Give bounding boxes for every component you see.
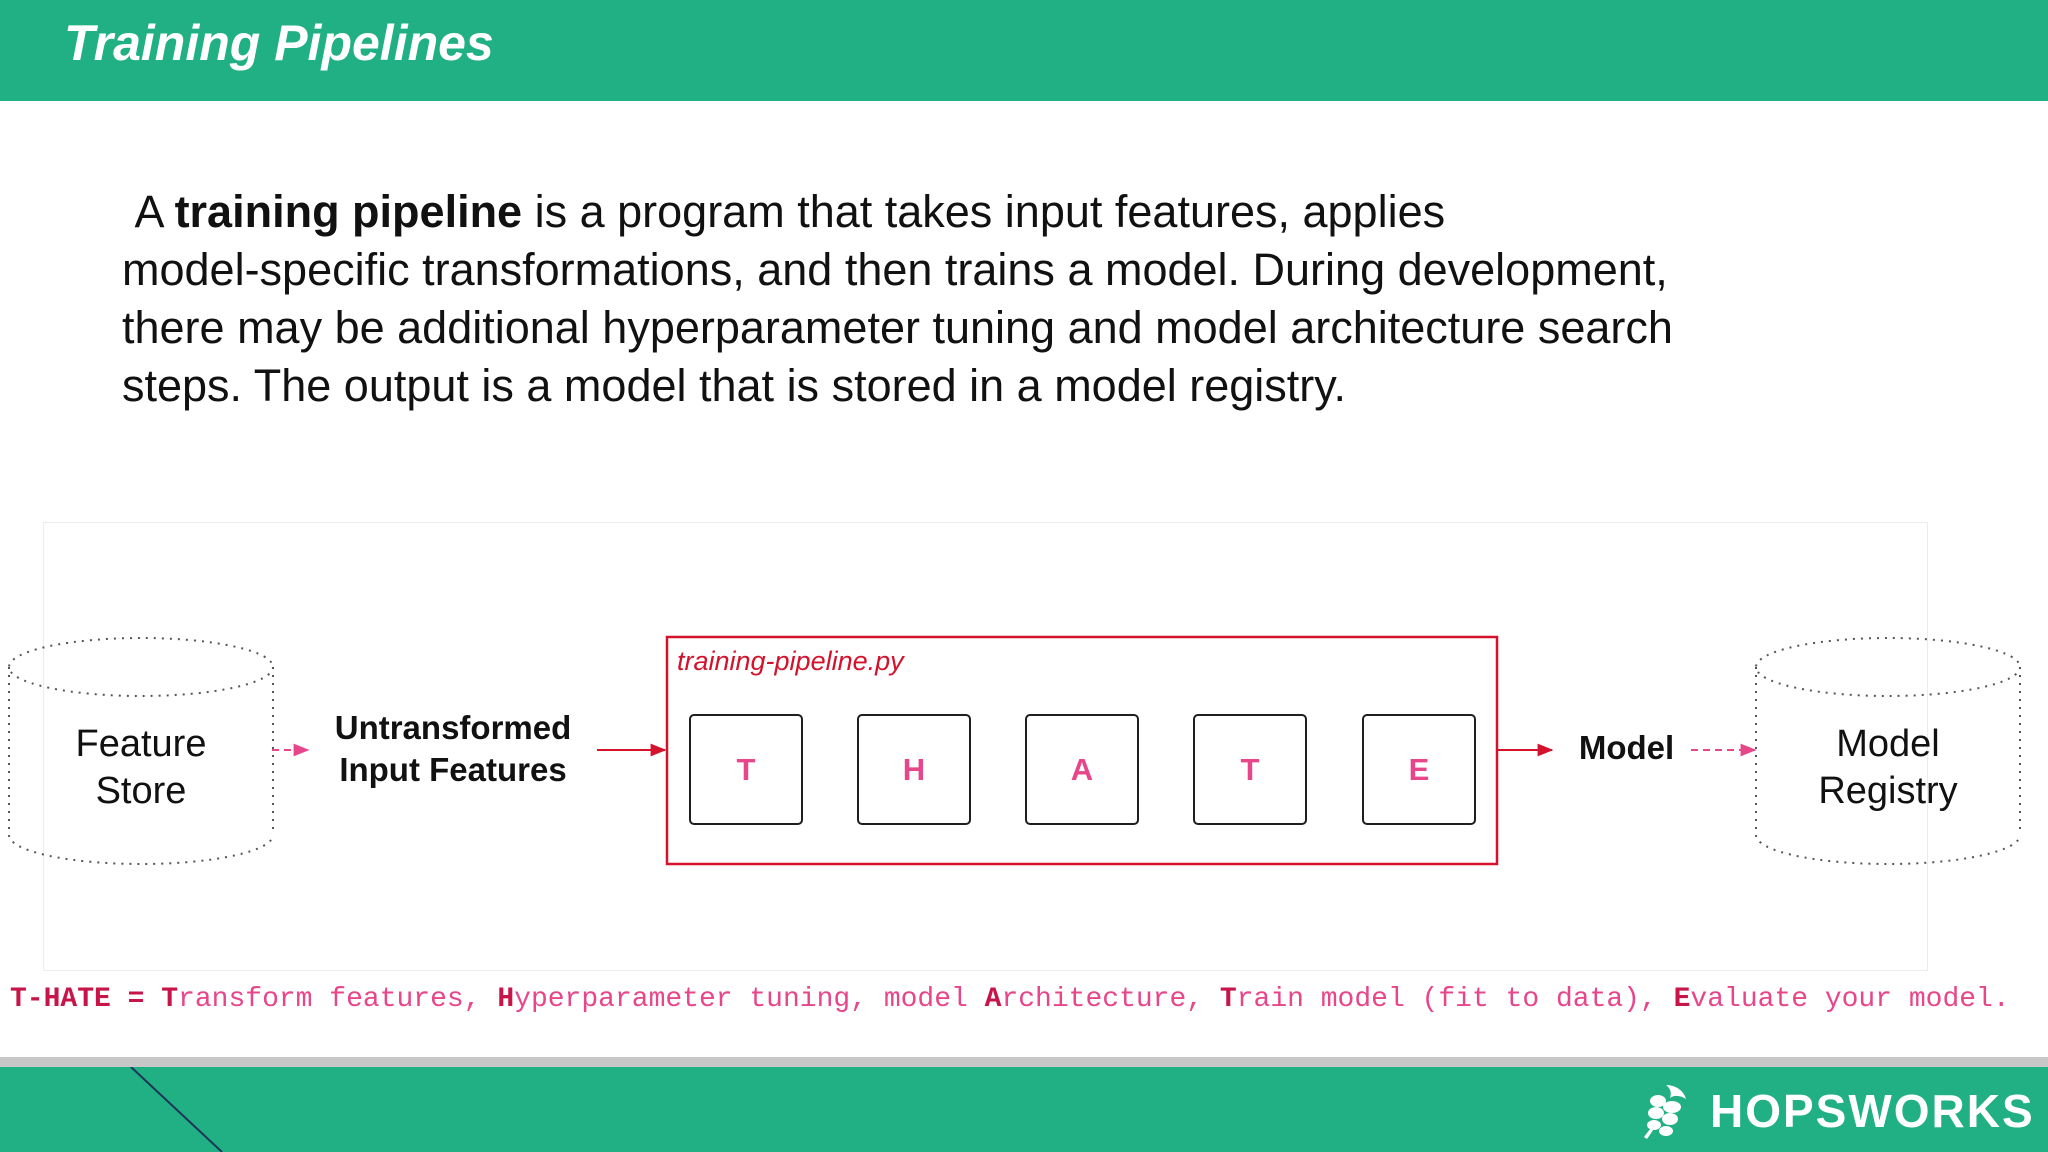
input-features-label-line1: Untransformed: [334, 709, 572, 746]
legend-separator: ,: [850, 984, 884, 1015]
slide-title: Training Pipelines: [64, 15, 494, 71]
step-evaluate-box: E: [1362, 714, 1476, 825]
legend-item-4-initial: T: [1219, 984, 1237, 1015]
feature-store-label: [41, 721, 241, 815]
legend-item-4-rest: rain model (fit to data): [1236, 984, 1640, 1015]
legend-item-3-rest: rchitecture: [1001, 984, 1187, 1015]
step-transform-box: T: [689, 714, 803, 825]
t-hate-legend: [10, 984, 2048, 1015]
legend-equals: =: [110, 984, 162, 1015]
feature-store-label-line2: Store: [95, 770, 187, 812]
model-registry-label-line1: Model: [1836, 723, 1940, 765]
legend-item-3-prefix: model: [883, 984, 985, 1015]
input-features-label: [313, 707, 593, 791]
model-registry-label: [1788, 721, 1988, 815]
input-features-label-line2: Input Features: [339, 751, 567, 788]
footer-divider: [0, 1057, 2048, 1067]
model-registry-label-line2: Registry: [1818, 770, 1958, 812]
legend-item-1-initial: T: [161, 984, 179, 1015]
legend-item-1-rest: ransform features: [178, 984, 464, 1015]
hopsworks-wordmark: HOPSWORKS: [1710, 1085, 2035, 1137]
legend-separator: ,: [463, 984, 498, 1015]
legend-item-5-rest: valuate your model.: [1690, 984, 2010, 1015]
intro-line-4: steps. The output is a model that is stored in a model registry.: [122, 360, 1346, 411]
intro-line-2: model-specific transformations, and then trains a model. During development,: [122, 244, 1668, 295]
legend-item-3-initial: A: [984, 984, 1002, 1015]
intro-line-3: there may be additional hyperparameter tuning and model architecture search: [122, 302, 1673, 353]
model-output-label: Model: [1578, 729, 1675, 766]
intro-prefix: A: [134, 186, 175, 237]
feature-store-label-line1: Feature: [75, 723, 207, 765]
hopsworks-brand: [1636, 1078, 2036, 1144]
legend-key: T-HATE: [10, 984, 111, 1015]
step-hyperparameter-box: H: [857, 714, 971, 825]
hopsworks-logo-icon: [1636, 1081, 1696, 1141]
pipeline-filename: training-pipeline.py: [677, 646, 904, 676]
footer-decorative-line: [0, 1067, 260, 1152]
intro-line-1-rest: is a program that takes input features, applies: [522, 186, 1446, 237]
step-train-box: T: [1193, 714, 1307, 825]
legend-item-5-initial: E: [1673, 984, 1691, 1015]
legend-item-2-initial: H: [497, 984, 515, 1015]
step-architecture-box: A: [1025, 714, 1139, 825]
legend-separator: ,: [1186, 984, 1220, 1015]
legend-separator: ,: [1639, 984, 1674, 1015]
legend-item-2-rest: yperparameter tuning: [514, 984, 851, 1015]
intro-bold-term: training pipeline: [174, 186, 523, 237]
